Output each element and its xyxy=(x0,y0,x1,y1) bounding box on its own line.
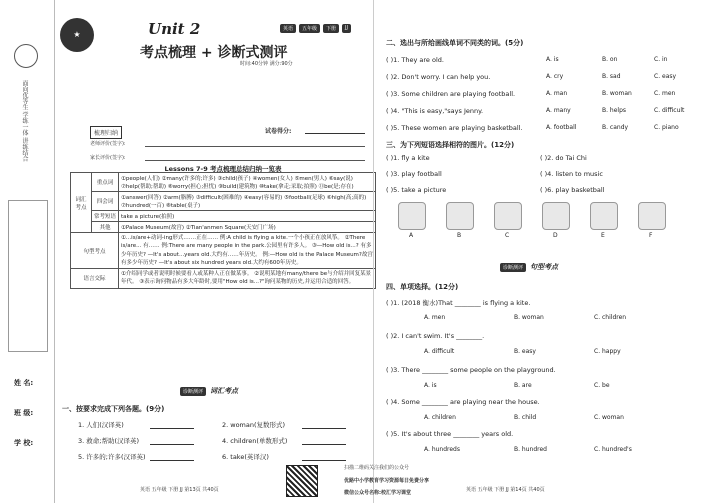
banner-title: 句型考点 xyxy=(530,263,559,271)
unit-title: Unit 2 xyxy=(148,20,201,38)
cell-content: ①介绍同学或者说明时候要看人或某种人正在做某事。 ②说明某地有many/there be与介绍并回复某景年代。 ③表示询问物品有多大年龄时,要用"How old is...?"询问某物的历史,并运用合适的回答。 xyxy=(119,269,376,289)
part4-q2-opt-b[interactable]: B. easy xyxy=(514,348,536,355)
part4-q3-opt-a[interactable]: A. is xyxy=(424,382,437,389)
part1-answer-6[interactable] xyxy=(302,452,346,461)
review-box: 梳理归纳 xyxy=(90,126,122,139)
page-divider xyxy=(373,0,374,503)
banner-badge: 诊断测评 xyxy=(180,387,206,396)
part2-q3: ( )3. Some children are playing football. xyxy=(386,90,516,98)
part2-q4-opt-c[interactable]: C. difficult xyxy=(654,107,685,114)
part2-q1: ( )1. They are old. xyxy=(386,56,444,64)
part2-q3-opt-b[interactable]: B. woman xyxy=(602,90,632,97)
cell-subcategory: 四会词 xyxy=(92,192,119,211)
part4-q4-opt-c[interactable]: C. woman xyxy=(594,414,624,421)
part2-q1-opt-a[interactable]: A. is xyxy=(546,56,559,63)
part2-q5-opt-c[interactable]: C. piano xyxy=(654,124,679,131)
part2-q4-opt-a[interactable]: A. many xyxy=(546,107,571,114)
part4-q5-opt-b[interactable]: B. hundred xyxy=(514,446,547,453)
table-row xyxy=(71,211,376,222)
part3-item-4: ( )4. listen to music xyxy=(540,170,603,178)
picture-b-icon xyxy=(446,202,474,230)
picture-d-icon xyxy=(542,202,570,230)
part2-q4-opt-b[interactable]: B. helps xyxy=(602,107,627,114)
part3-item-5: ( )5. take a picture xyxy=(386,186,447,194)
part2-q2-opt-b[interactable]: B. sad xyxy=(602,73,621,80)
cell-content: ①Palace Museum(故宫) ②Tian'anmen Square(天安门广场) xyxy=(119,222,376,233)
part2-q2-opt-c[interactable]: C. easy xyxy=(654,73,677,80)
part2-q2-opt-a[interactable]: A. cry xyxy=(546,73,564,80)
part4-q2: ( )2. I can't swim. It's ________. xyxy=(386,332,485,340)
part1-answer-5[interactable] xyxy=(150,452,194,461)
table-row xyxy=(71,173,376,192)
part4-q1-opt-a[interactable]: A. men xyxy=(424,314,446,321)
table-row xyxy=(71,233,376,269)
part2-q5-opt-a[interactable]: A. football xyxy=(546,124,577,131)
cell-content: ①answer(回答) ②arm(胳膊) ③difficult(困难的) ④easy(容易的) ⑤football(足球) ⑥high(高;高的) ⑦hundred(一百) ⑧table(桌子) xyxy=(119,192,376,211)
part2-q5-opt-b[interactable]: B. candy xyxy=(602,124,629,131)
part1-answer-4[interactable] xyxy=(302,436,346,445)
promo-line-2: 微信公众号名称:校汇学习课堂 xyxy=(344,490,412,496)
qr-caption: 扫描二维码关注我们的公众号 xyxy=(344,465,410,471)
badge-grade: 五年级 xyxy=(299,24,320,33)
promo-line-1: 优路中小学教育学习资源每日免费分享 xyxy=(344,478,430,484)
picture-c-icon xyxy=(494,202,522,230)
part4-q5: ( )5. It's about three ________ years old. xyxy=(386,430,514,438)
badge-subject: 英语 xyxy=(280,24,296,33)
part4-q4: ( )4. Some ________ are playing near the house. xyxy=(386,398,540,406)
badge-edition: JJ xyxy=(342,24,351,33)
cell-subcategory: 其他 xyxy=(92,222,119,233)
sidebar-motto: 面向优等生 学练一体 讲练结合 xyxy=(21,80,28,162)
right-page-footer: 英语 五年级 下册 JJ 第14页 共40页 xyxy=(466,487,545,493)
left-binding-sidebar xyxy=(0,0,55,503)
table-row xyxy=(71,269,376,289)
part3-item-2: ( )2. do Tai Chi xyxy=(540,154,587,162)
part4-q3-opt-c[interactable]: C. be xyxy=(594,382,610,389)
book-logo-icon: ★ xyxy=(60,18,94,52)
part2-q1-opt-b[interactable]: B. on xyxy=(602,56,618,63)
parent-eval-label: 家长评价(签字): xyxy=(90,155,126,161)
part4-q1: ( )1. (2018 衡水)That ________ is flying a kite. xyxy=(386,299,531,307)
part2-q4: ( )4. "This is easy,"says Jenny. xyxy=(386,107,484,115)
picture-a-icon xyxy=(398,202,426,230)
part2-q2: ( )2. Don't worry. I can help you. xyxy=(386,73,491,81)
part4-q3-opt-b[interactable]: B. are xyxy=(514,382,532,389)
part2-q1-opt-c[interactable]: C. in xyxy=(654,56,668,63)
picture-b-label: B xyxy=(457,232,462,239)
part3-title: 三、为下列短语选择相符的图片。(12分) xyxy=(386,141,515,149)
part1-item-5: 5. 许多的;许多(汉译英) xyxy=(78,453,146,461)
section-banner-sentence xyxy=(500,262,558,272)
score-field[interactable] xyxy=(305,133,365,134)
part1-item-3: 3. 救命;帮助(汉译英) xyxy=(78,437,140,445)
picture-a-label: A xyxy=(409,232,414,239)
part1-item-2: 2. woman(复数形式) xyxy=(222,421,286,429)
picture-f-icon xyxy=(638,202,666,230)
picture-e-icon xyxy=(590,202,618,230)
mascot-icon xyxy=(14,44,38,68)
part2-q3-opt-c[interactable]: C. men xyxy=(654,90,676,97)
cell-content: ①people(人们) ②many(许多的;许多) ③child(孩子) ④women(女人) ⑤men(男人) ⑥say(说) ⑦help(帮助;帮助) ⑧worry(担心;担忧) ⑨build(建筑物) ⑩take(拿走;采取;拍照) ⑪be(是;存在) xyxy=(119,173,376,192)
sidebar-notes-box xyxy=(8,200,48,352)
cell-subcategory: 常考短语 xyxy=(92,211,119,222)
part4-q5-opt-a[interactable]: A. hundreds xyxy=(424,446,460,453)
picture-c-label: C xyxy=(505,232,510,239)
part4-q1-opt-b[interactable]: B. woman xyxy=(514,314,544,321)
part3-item-6: ( )6. play basketball xyxy=(540,186,605,194)
cell-content: take a picture(拍照) xyxy=(119,211,376,222)
picture-f-label: F xyxy=(649,232,653,239)
part4-q2-opt-a[interactable]: A. difficult xyxy=(424,348,455,355)
part1-item-4: 4. children(单数形式) xyxy=(222,437,288,445)
part1-answer-3[interactable] xyxy=(150,436,194,445)
part1-title: 一、按要求完成下列各题。(9分) xyxy=(62,405,165,413)
parent-eval-field[interactable] xyxy=(145,160,365,161)
section-banner-vocab xyxy=(180,386,238,396)
picture-d-label: D xyxy=(553,232,558,239)
page-title: 考点梳理 + 诊断式测评 xyxy=(140,45,288,61)
class-label: 班 级: xyxy=(14,409,34,417)
teacher-eval-label: 老师评价(签字): xyxy=(90,141,126,147)
part3-item-1: ( )1. fly a kite xyxy=(386,154,430,162)
part2-q5: ( )5. These women are playing basketball. xyxy=(386,124,523,132)
part4-q2-opt-c[interactable]: C. happy xyxy=(594,348,621,355)
header-badges xyxy=(280,24,351,33)
time-info: 时间:40分钟 满分:90分 xyxy=(240,61,293,67)
part2-q3-opt-a[interactable]: A. man xyxy=(546,90,568,97)
name-label: 姓 名: xyxy=(14,379,34,387)
part4-q4-opt-b[interactable]: B. child xyxy=(514,414,537,421)
part4-q3: ( )3. There ________ some people on the playground. xyxy=(386,366,556,374)
cell-subcategory: 重点词 xyxy=(92,173,119,192)
table-row xyxy=(71,192,376,211)
banner-badge: 诊断测评 xyxy=(500,263,526,272)
cell-content: ①...is/are+动词-ing形式.……正在…… 例:A child is flying a kite.一个小孩正在放风筝。 ②There is/are... 有…… 例:There are many people in the park.公园里有许多人。 ③—How old is...? 有多少年历史? —It's about...years old.大约有……年历史。 例:—How old is the Palace Museum?故宫有多少年历史? —It's about six hundred years old.大约有600年历史。 xyxy=(119,233,376,269)
banner-title: 词汇考点 xyxy=(210,387,239,395)
cell-category: 句型考点 xyxy=(71,233,119,269)
part4-q4-opt-a[interactable]: A. children xyxy=(424,414,456,421)
left-page-footer: 英语 五年级 下册 JJ 第13页 共40页 xyxy=(140,487,219,493)
review-table xyxy=(70,172,376,289)
part1-item-1: 1. 人们(汉译英) xyxy=(78,421,124,429)
badge-volume: 下册 xyxy=(323,24,339,33)
qr-code-icon xyxy=(286,465,318,497)
teacher-eval-field[interactable] xyxy=(145,146,365,147)
part3-item-3: ( )3. play football xyxy=(386,170,442,178)
part4-q1-opt-c[interactable]: C. children xyxy=(594,314,627,321)
picture-e-label: E xyxy=(601,232,605,239)
part2-title: 二、选出与所给画线单词不同类的词。(5分) xyxy=(386,39,524,47)
part1-answer-2[interactable] xyxy=(302,420,346,429)
cell-category: 词汇考点 xyxy=(71,173,92,233)
table-row xyxy=(71,222,376,233)
part4-q5-opt-c[interactable]: C. hundred's xyxy=(594,446,632,453)
part1-item-6: 6. take(英译汉) xyxy=(222,453,269,461)
part4-title: 四、单项选择。(12分) xyxy=(386,283,459,291)
school-label: 学 校: xyxy=(14,439,34,447)
review-table-title: Lessons 7-9 考点梳理总结归纳一览表 xyxy=(164,165,282,173)
part1-answer-1[interactable] xyxy=(150,420,194,429)
cell-category: 语言交际 xyxy=(71,269,119,289)
score-label: 试卷得分: xyxy=(265,128,292,135)
